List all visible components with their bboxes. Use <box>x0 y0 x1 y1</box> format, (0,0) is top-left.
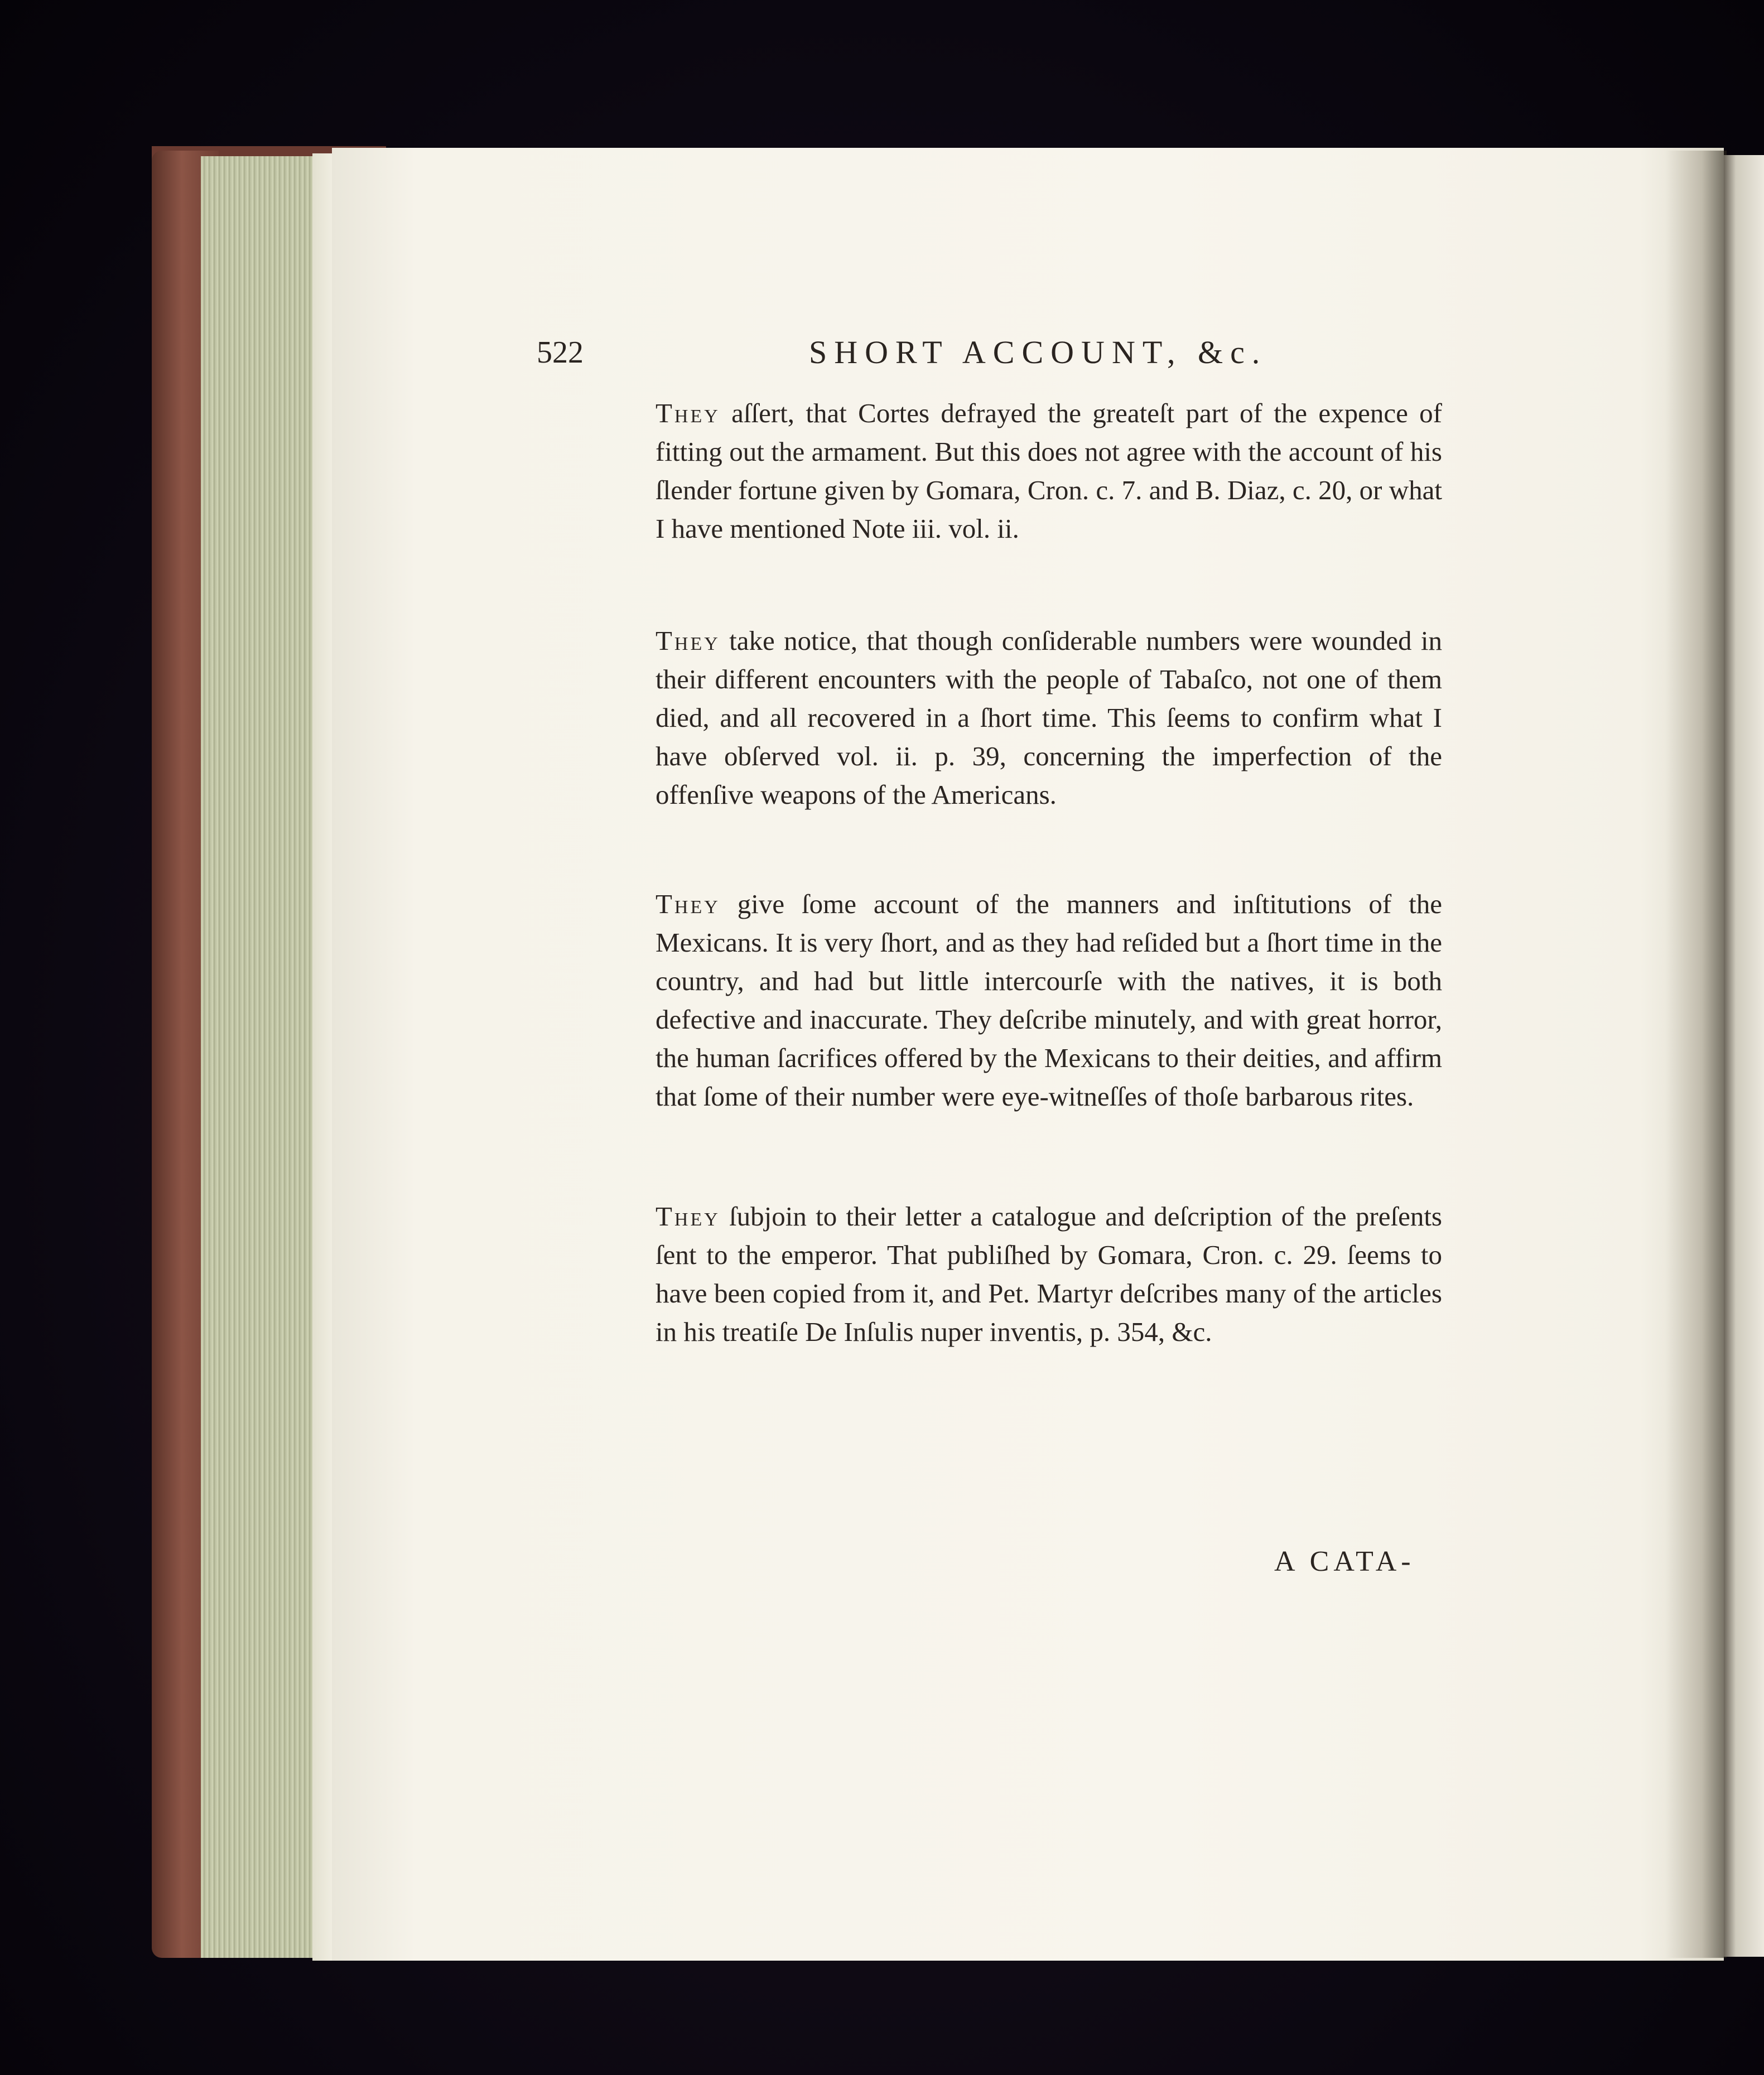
page-block-edges <box>201 156 318 1958</box>
paragraph-text: take notice, that though conſiderable numbers were wounded in their different encounters with the people of Tabaſco, not one of them died, and all recovered in a ſhort time. This ſeems to confirm what I have obſerved vol. ii. p. 39, concerning the imperfection of the offenſive weapons of the Americans. <box>656 625 1442 810</box>
paragraph-2 <box>656 621 1442 814</box>
paragraph-lead: They <box>656 889 720 919</box>
paragraph-text: ſubjoin to their letter a catalogue and deſcription of the preſents ſent to the emperor. That publiſhed by Gomara, Cron. c. 29. ſeems to have been copied from it, and Pet. Martyr deſcribes many of the articles in his treatiſe De Inſulis nuper inventis, p. 354, &c. <box>656 1201 1442 1347</box>
paragraph-lead: They <box>656 398 720 428</box>
paragraph-3 <box>656 885 1442 1116</box>
paragraph-text: give ſome account of the manners and inſtitutions of the Mexicans. It is very ſhort, and as they had reſided but a ſhort time in the country, and had but little intercourſe with the natives, it is both defective and inaccurate. They deſcribe minutely, and with great horror, the human ſacrifices offered by the Mexicans to their deities, and affirm that ſome of their number were eye-witneſſes of thoſe barbarous rites. <box>656 889 1442 1112</box>
paragraph-1 <box>656 394 1442 548</box>
catchword: A CATA- <box>1274 1546 1415 1577</box>
paragraph-lead: They <box>656 1201 720 1232</box>
facing-page-edge <box>1724 155 1764 1957</box>
paragraph-text: aſſert, that Cortes defrayed the greateſt part of the expence of fitting out the armament. But this does not agree with the account of his ſlender fortune given by Gomara, Cron. c. 7. and B. Diaz, c. 20, or what I have mentioned Note iii. vol. ii. <box>656 398 1442 544</box>
paragraph-4 <box>656 1197 1442 1351</box>
page-number: 522 <box>537 335 584 370</box>
running-head-title: SHORT ACCOUNT, &c. <box>809 334 1267 370</box>
gutter-shadow <box>1665 151 1727 1958</box>
paragraph-lead: They <box>656 625 720 656</box>
page-fore-edge <box>312 153 335 1961</box>
